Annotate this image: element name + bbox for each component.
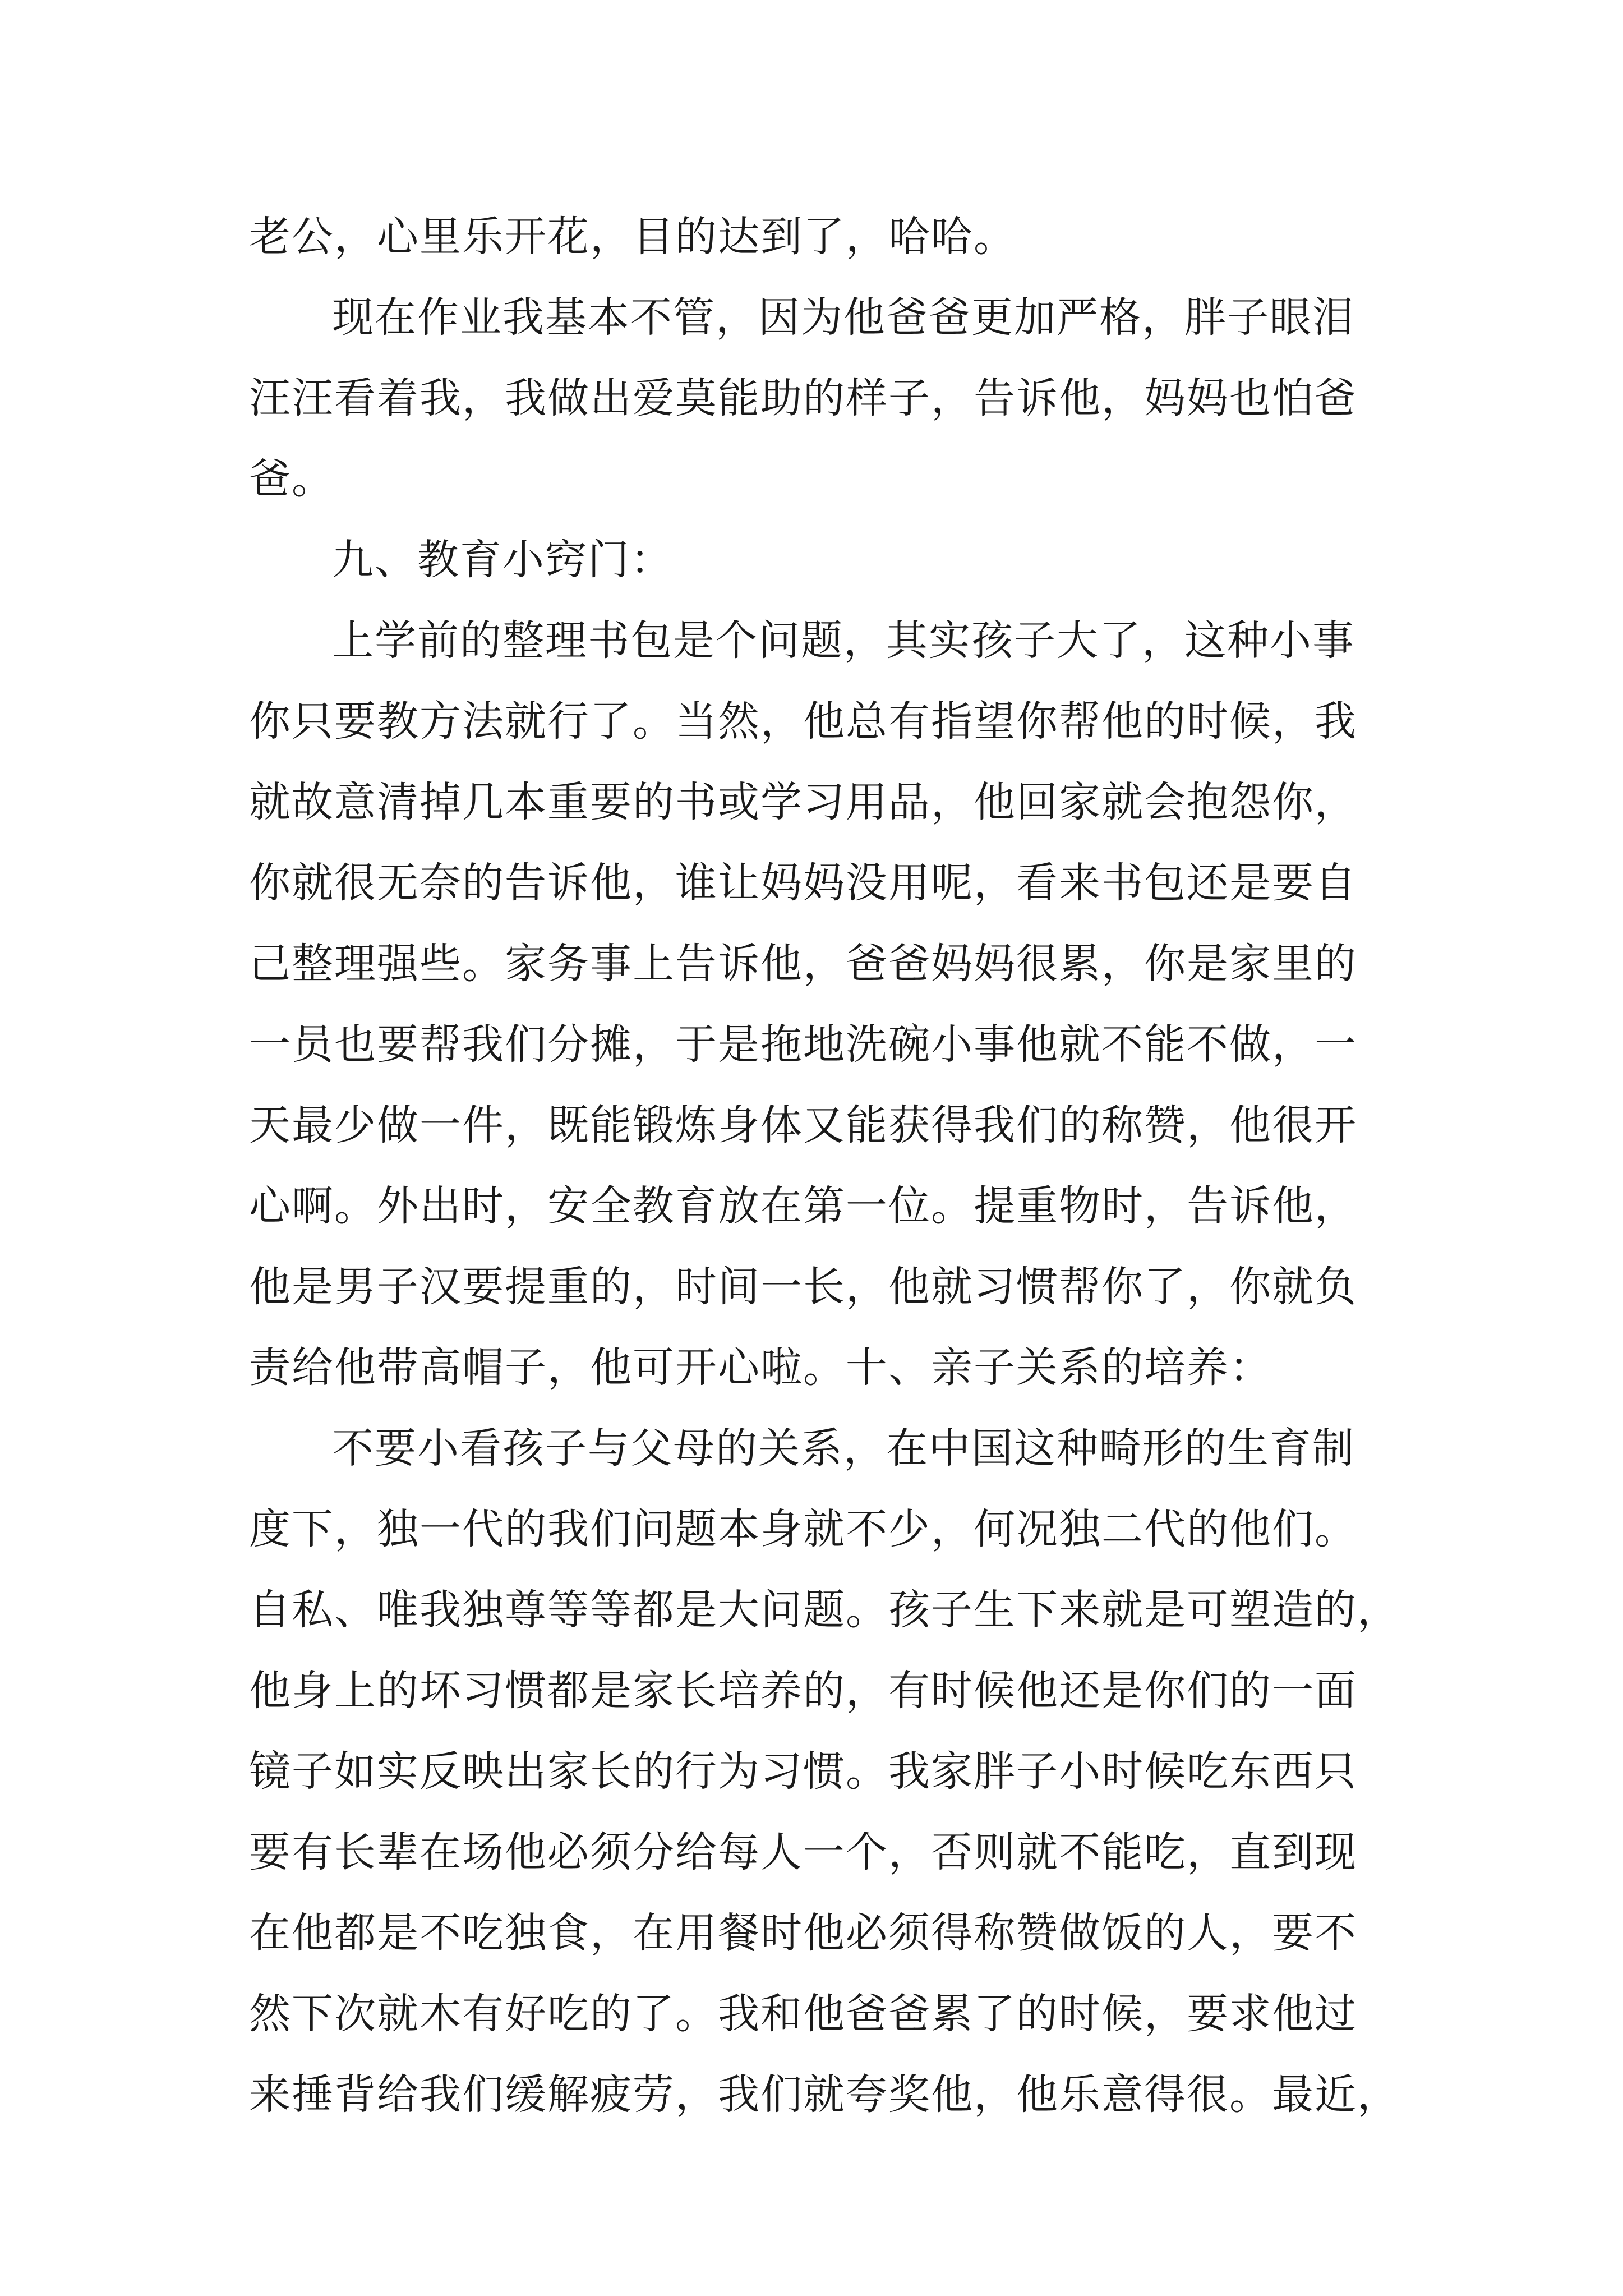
text-line: 在他都是不吃独食，在用餐时他必须得称赞做饭的人，要不 bbox=[249, 1909, 1357, 1957]
text-line: 责给他带高帽子，他可开心啦。十、亲子关系的培养： bbox=[249, 1343, 1272, 1392]
text-line: 你只要教方法就行了。当然，他总有指望你帮他的时候，我 bbox=[249, 697, 1357, 746]
text-line: 你就很无奈的告诉他，谁让妈妈没用呢，看来书包还是要自 bbox=[249, 859, 1357, 907]
text-line: 然下次就木有好吃的了。我和他爸爸累了的时候，要求他过 bbox=[249, 1990, 1357, 2038]
text-line: 镜子如实反映出家长的行为习惯。我家胖子小时候吃东西只 bbox=[249, 1747, 1357, 1796]
text-line: 己整理强些。家务事上告诉他，爸爸妈妈很累，你是家里的 bbox=[249, 940, 1357, 988]
paragraph-first-line: 现在作业我基本不管，因为他爸爸更加严格，胖子眼泪 bbox=[332, 293, 1355, 342]
section-heading: 九、教育小窍门： bbox=[332, 536, 673, 584]
text-line: 自私、唯我独尊等等都是大问题。孩子生下来就是可塑造的， bbox=[249, 1586, 1400, 1634]
text-line: 老公，心里乐开花，目的达到了，哈哈。 bbox=[249, 213, 1016, 261]
text-line: 心啊。外出时，安全教育放在第一位。提重物时，告诉他， bbox=[249, 1182, 1357, 1230]
text-line: 汪汪看着我，我做出爱莫能助的样子，告诉他，妈妈也怕爸 bbox=[249, 374, 1357, 422]
text-line: 来捶背给我们缓解疲劳，我们就夸奖他，他乐意得很。最近， bbox=[249, 2070, 1400, 2119]
text-line: 他身上的坏习惯都是家长培养的，有时候他还是你们的一面 bbox=[249, 1667, 1357, 1715]
text-line: 天最少做一件，既能锻炼身体又能获得我们的称赞，他很开 bbox=[249, 1101, 1357, 1149]
document-body bbox=[249, 196, 1400, 2135]
text-line: 度下，独一代的我们问题本身就不少，何况独二代的他们。 bbox=[249, 1505, 1357, 1553]
text-line: 爸。 bbox=[249, 455, 334, 503]
paragraph-first-line: 不要小看孩子与父母的关系，在中国这种畸形的生育制 bbox=[332, 1424, 1355, 1473]
paragraph-first-line: 上学前的整理书包是个问题，其实孩子大了，这种小事 bbox=[332, 616, 1355, 665]
text-line: 他是男子汉要提重的，时间一长，他就习惯帮你了，你就负 bbox=[249, 1263, 1357, 1311]
text-line: 就故意清掉几本重要的书或学习用品，他回家就会抱怨你， bbox=[249, 778, 1357, 826]
text-line: 要有长辈在场他必须分给每人一个，否则就不能吃，直到现 bbox=[249, 1828, 1357, 1876]
text-line: 一员也要帮我们分摊，于是拖地洗碗小事他就不能不做，一 bbox=[249, 1020, 1357, 1069]
